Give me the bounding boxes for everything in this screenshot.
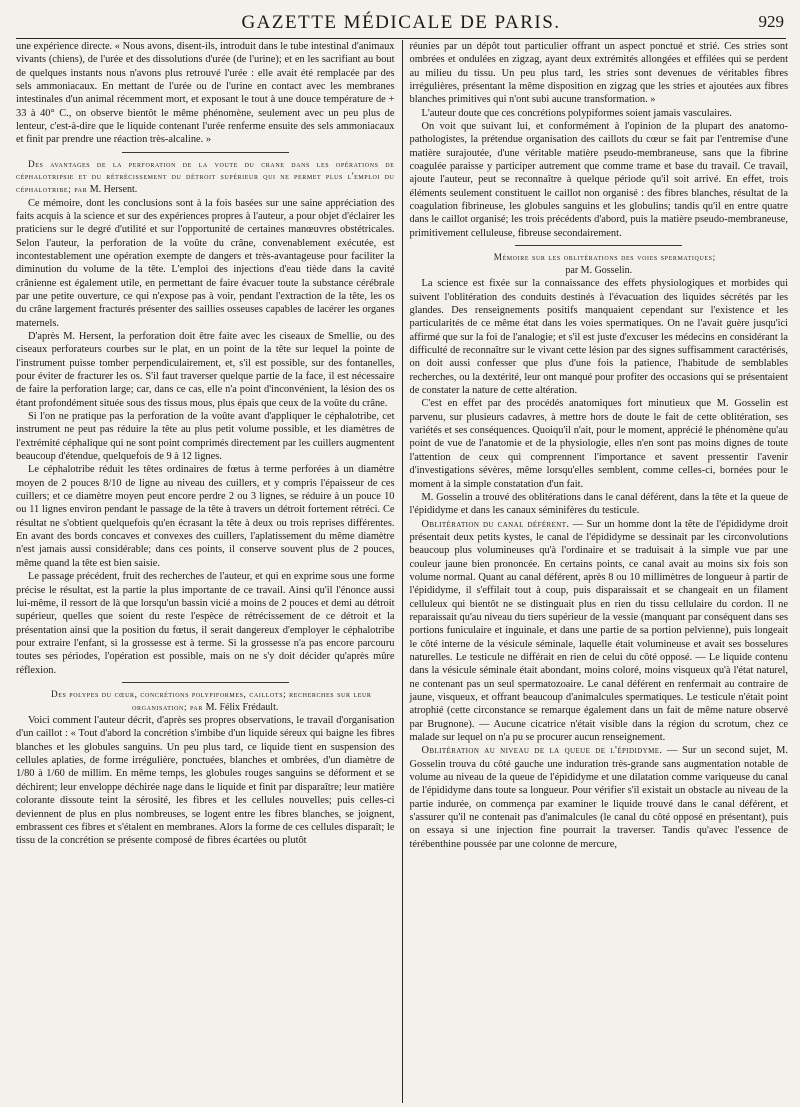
paragraph: C'est en effet par des procédés anatomiques fort minutieux que M. Gosselin est parvenu, sur plusieurs cadavres, à mettre hors de doute le fait de cette oblitération, ses variétés et ses conséquences. Quoiqu'il n'ait, pour le moment, apprécié le phénomène qu'au point de vue de l'anatomie et de la physiologie, elles n'en sont pas moins dignes de toute l'attention de ceux qui comprennent l'importance et savent pressentir l'avenir d'investigations sévères, même lorsqu'elles semblent, comme celles-ci, bornées pour le moment à la simple constatation d'un fait. — [409, 398, 788, 490]
paragraph: Le céphalotribe réduit les têtes ordinaires de fœtus à terme perforées à un diamètre moyen de 2 pouces 8/10 de ligne au niveau des cuillers, et y compris l'épaisseur de ces cuillers; et ce diamètre moyen peut encore perdre 2 ou 3 lignes, se réduire à un pouce 10 ou 11 lignes environ pendant le passage de la tête à travers un détroit fortement rétréci. Ce résultat ne s'obtient quelquefois qu'en écrasant la tête à deux ou trois reprises différentes. En avant des bords concaves et convexes des cuillers, l'aplatissement du même diamètre n'est jamais aussi considérable; dans ces points, il conserve souvent plus de 2 pouces, même quand la tête est bien saisie. — [16, 464, 395, 569]
article-author: par M. Gosselin. — [565, 264, 633, 276]
left-column — [16, 40, 402, 1103]
paragraph — [410, 518, 789, 745]
paragraph: réunies par un dépôt tout particulier offrant un aspect ponctué et strié. Ces stries sont ombrées et ondulées en zigzag, ayant deux extrémités allongées et effilées qui se perdent au milieu du tissu. Un peu plus tard, les stries sont devenues de véritables fibres irrégulières, présentant la même disposition en zigzag que les stries et ajoutées aux fibres blanches primitives qui n'ont subi aucune transformation. » — [409, 41, 788, 106]
article-heading — [16, 688, 395, 714]
page-number: 929 — [758, 12, 784, 31]
article-title: Des polypes du cœur, concrétions polypiformes, caillots; recherches sur leur organisation; par — [50, 688, 372, 712]
article-title: Des avantages de la perforation de la voute du crane dans les opérations de céphalotripsie et du rétrécissement du détroit supérieur qui ne permet plus l'emploi du céphalotribe; par — [16, 158, 395, 194]
article-title: Mémoire sur les oblitérations des voies spermatiques; — [493, 252, 716, 263]
paragraph: La science est fixée sur la connaissance des effets physiologiques et morbides qui suivent l'oblitération des conduits destinés à l'évacuation des liquides sécrétés par les glandes. Des renseignements positifs manquaient cependant sur l'existence et les particularités de ce même état dans les voies spermatiques. On ne l'avait guère jusqu'ici affirmé que sur la foi de l'analogie; et s'il est juste d'excuser les médecins en considérant la difficulté de reconnaître sur le vivant cette lésion par des signes suffisamment caractérisés, on doit aussi confesser que plus d'une fois la patience, l'habitude de semblables recherches, ou la dextérité, leur ont manqué pour profiter des occasions qui se présentaient de constater la nature de cette altération. — [409, 278, 788, 397]
paragraph: Voici comment l'auteur décrit, d'après ses propres observations, le travail d'organisation d'un caillot : « Tout d'abord la concrétion s'imbibe d'un liquide séreux qui baigne les fibres blanches et les globules sanguins. Un peu plus tard, ce liquide tient en suspension des cellules aplaties, de forme irrégulière, ponctuées, blanches et ombrées, d'un diamètre de 1/80 à 1/60 de millim. En même temps, les globules rouges sanguins se déforment et se déchirent; leur enveloppe déchirée nage dans le liquide et finit par disparaître; leur matière colorante dissoute teint la sérosité, les fibres et les cellules nouvelles; puis celles-ci deviennent de plus en plus nombreuses, se logent entre les fibres blanches, se joignent, embrassent ces fibres et s'étalent en membranes. Alors la forme de ces cellules disparaît; le tissu de la concrétion se présente composé de fibres écartées ou plutôt — [16, 715, 395, 847]
paragraph: une expérience directe. « Nous avons, disent-ils, introduit dans le tube intestinal d'animaux vivants (chiens), de l'urée et des dissolutions d'urée (de l'urine); et en les sacrifiant au bout de quelques instants nous n'avons plus retrouvé l'urée : elle avait été remplacée par des sels ammoniacaux. En mettant de l'urée ou de l'urine en contact avec les membranes intestinales d'un animal récemment mort, et exposant le tout à une douce température de + 33 à 40° C., on observe bientôt le même phénomène, seulement avec un peu plus de lenteur, c'est-à-dire que le liquide contenant l'urée renferme ensuite des sels ammoniacaux et finit par prendre une réaction très-alcaline. » — [16, 41, 395, 146]
paragraph: L'auteur doute que ces concrétions polypiformes soient jamais vasculaires. — [421, 107, 732, 119]
right-column — [403, 40, 789, 1103]
paragraph: M. Gosselin a trouvé des oblitérations dans le canal déférent, dans la tête et la queue de l'épididyme et dans les canaux séminifères du testicule. — [409, 491, 788, 517]
article-heading — [410, 251, 789, 277]
subsection-text: — Sur un second sujet, M. Gosselin trouva du côté gauche une induration très-grande sans augmentation notable de volume au niveau de la queue de l'épididyme et une dilatation comme variqueuse du canal de l'épididyme dans toute sa longueur. Pour vérifier s'il existait un obstacle au niveau de la partie indurée, on commença par examiner le liquide trouvé dans le canal déférent, et s'assurer qu'il ne contenait pas d'animalcules (le canal du côté opposé en présentant), puis on essaya si une injection fine pourrait la traverser. Tandis qu'avec l'essence de térébenthine poussée par une colonne de mercure, — [409, 745, 788, 850]
paragraph: Ce mémoire, dont les conclusions sont à la fois basées sur une saine appréciation des faits acquis à la science et sur des expériences propres à l'auteur, a pour objet d'éclairer les praticiens sur le degré d'utilité et sur l'opportunité de certaines manœuvres obstétricales. Selon l'auteur, la perforation de la voûte du crâne, convenablement exécutée, est incontestablement une opération exempte de dangers et très-avantageuse pour faciliter la diminution du volume de la tête. L'emploi des injections d'eau tiède dans la cavité crânienne est également utile, en permettant de faire évacuer toute la substance cérébrale par une petite ouverture, ce qui n'expose pas à voir, pendant l'extraction de la tête, les os du crâne largement fracturés présenter des saillies osseuses capables de lacérer les organes maternels. — [16, 197, 395, 329]
article-author: M. Félix Frédault. — [205, 701, 279, 713]
journal-title: GAZETTE MÉDICALE DE PARIS. — [241, 12, 561, 33]
paragraph: Si l'on ne pratique pas la perforation de la voûte avant d'appliquer le céphalotribe, cet instrument ne peut pas réduire la tête au plus petit volume possible, et les diamètres de l'extrémité céphalique qui ne sont point comprimés directement par les cuillers augmentent beaucoup d'étendue, quelquefois de 9 à 12 lignes. — [16, 411, 395, 463]
subsection-text: — Sur un homme dont la tête de l'épididyme droit présentait deux petits kystes, le canal de l'épididyme se dessinait par les circonvolutions beaucoup plus volumineuses qu'à l'ordinaire et se traduisait à la simple vue par une couleur jaune bien prononcée. En certains points, ce canal avait au moins six fois son volume normal. Quant au canal déférent, après 8 ou 10 millimètres de longueur à partir de l'épididyme, il s'effilait tout à coup, puis disparaissait et se changeait en un filament celluleux qui bientôt ne se distinguait plus en rien du tissu cellulaire du cordon. Il ne reparaissait qu'au niveau du tiers supérieur de la vessie (manquant par conséquent dans ses portions funiculaire et inguinale, et dans une partie de sa portion pelvienne), puis longeait le côté interne de la vésicule séminale, laquelle était volumineuse et avait ses bosselures naturelles. Le testicule ne différait en rien de celui du côté opposé. — Le liquide contenu dans la vésicule séminale était abondant, moins coloré, moins visqueux qu'à l'état naturel, ne contenant pas un seul spermatozoaire. Le canal déférent en renfermait au contraire de jaune, visqueux, et offrant beaucoup d'animalcules spermatiques. Le testicule n'était point atrophié (cette circonstance se remarque également dans un fait de même nature observé par Brugnone). — Aucune cicatrice n'était visible dans la région du scrotum, chez ce malade sur lequel on n'a pu se procurer aucun renseignement. — [409, 518, 788, 744]
article-author: M. Hersent. — [89, 183, 138, 195]
paragraph: On voit que suivant lui, et conformément à l'opinion de la plupart des anatomo-pathologistes, la prétendue organisation des caillots du cœur se fait par l'entremise d'une matière surajoutée, d'une véritable matière pseudo-membraneuse, sans que la fibrine coagulée paraisse y participer autrement que comme trame et base du travail. Ce travail, ajoute l'auteur, peut se reconnaître à quelque période qu'il soit arrivé. En effet, trois éléments seulement constituent le caillot non organisé : des fibres blanches, résultat de la coagulation fibrineuse, les globules sanguins et les globulins; tandis qu'il en entre quatre dans le caillot organisé; les trois précédents d'abord, puis la matière pseudo-membraneuse, primitivement celluleuse, fibreuse secondairement. — [409, 121, 788, 239]
paragraph: D'après M. Hersent, la perforation doit être faite avec les ciseaux de Smellie, ou des ciseaux perforateurs courbes sur le plat, en un point de la tête sur lequel la pointe de l'instrument puisse tomber perpendiculairement, et, s'il est possible, sur des fontanelles, pour éviter de fracturer les os. S'il faut traverser quelque partie de la face, il est nécessaire de faire la perforation large; car, dans ce cas, elle n'a point d'inconvénient, la lésion des os étant profondément située sous des tissus mous, plus épais que ceux de la voûte du crâne. — [16, 330, 395, 409]
section-divider — [122, 152, 289, 153]
text-columns — [16, 40, 788, 1103]
subsection-title: Oblitération au niveau de la queue de l'épididyme. — [421, 745, 663, 757]
article-heading — [16, 158, 395, 197]
section-divider — [515, 245, 682, 246]
paragraph — [410, 744, 789, 851]
masthead — [16, 8, 786, 39]
paragraph: Le passage précédent, fruit des recherches de l'auteur, et qui en exprime sous une forme précise le résultat, est la partie la plus importante de ce travail. Ainsi qu'il l'énonce aussi lui-même, il ressort de là que lorsqu'un bassin vicié a moins de 2 pouces et demi au détroit supérieur, quelles que soient du reste l'espèce de rétrécissement de ce détroit et la présentation ainsi que la position du fœtus, il serait dangereux d'employer le céphalotribe pour extraire l'enfant, si la grossesse est à terme. Si la grossesse n'a pas encore parcouru toutes ses périodes, l'opération est possible, mais on ne s'y doit décider qu'après mûre réflexion. — [16, 571, 395, 676]
subsection-title: Oblitération du canal déférent. — [421, 518, 570, 530]
section-divider — [122, 682, 289, 683]
